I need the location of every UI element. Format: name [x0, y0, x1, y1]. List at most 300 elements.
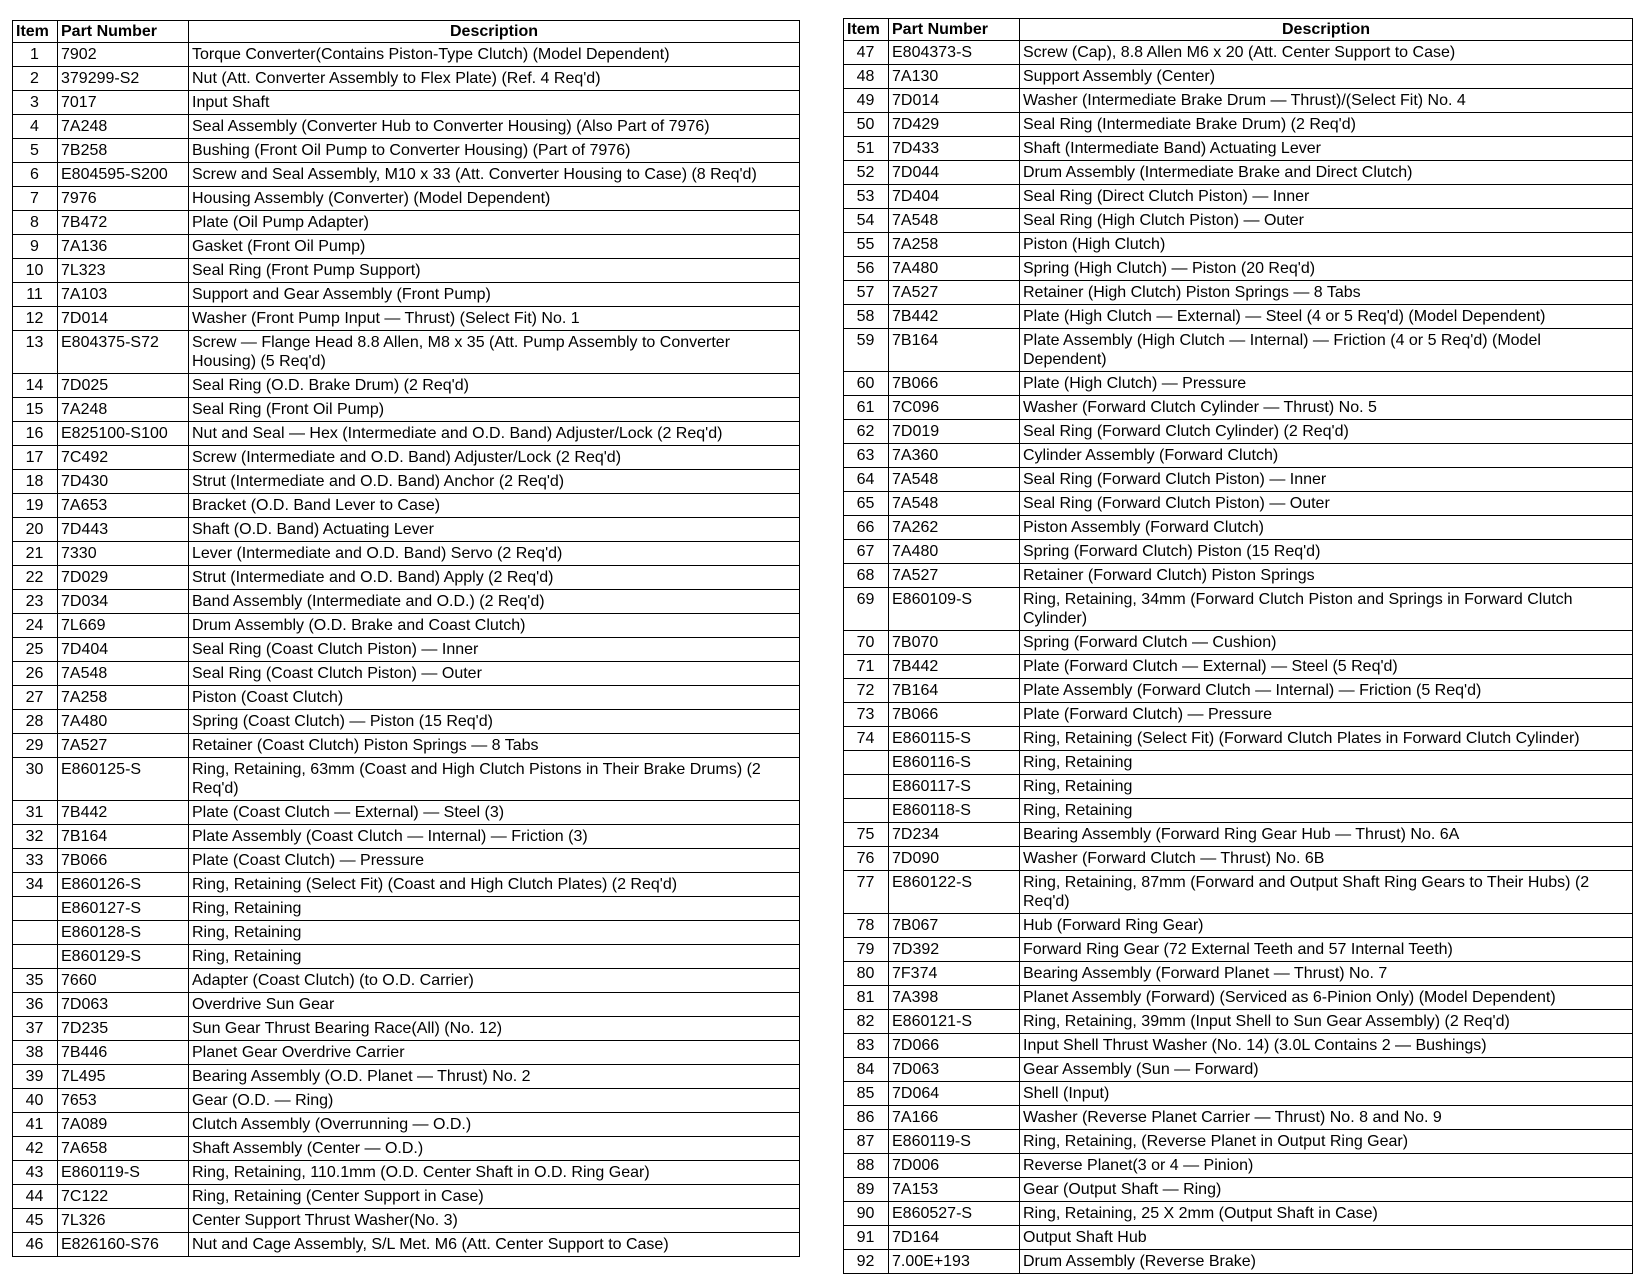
- description: Spring (High Clutch) — Piston (20 Req'd): [1020, 257, 1633, 281]
- part-number: E860127-S: [58, 897, 189, 921]
- table-row: [844, 986, 1633, 1010]
- part-number: E860125-S: [58, 758, 189, 801]
- description: Retainer (High Clutch) Piston Springs — 8 Tabs: [1020, 281, 1633, 305]
- description: Drum Assembly (O.D. Brake and Coast Clutch): [189, 614, 800, 638]
- part-number: 7A527: [889, 281, 1020, 305]
- item-number: 19: [13, 494, 58, 518]
- table-row: [13, 307, 800, 331]
- item-number: 51: [844, 137, 889, 161]
- part-number: 7L495: [58, 1065, 189, 1089]
- item-number: 8: [13, 211, 58, 235]
- part-number: 7D443: [58, 518, 189, 542]
- table-row: [844, 679, 1633, 703]
- item-number: 81: [844, 986, 889, 1010]
- description: Screw — Flange Head 8.8 Allen, M8 x 35 (Att. Pump Assembly to Converter Housing) (5 Req'd): [189, 331, 800, 374]
- description: Ring, Retaining (Center Support in Case): [189, 1185, 800, 1209]
- part-number: 7A527: [889, 564, 1020, 588]
- description: Ring, Retaining, 110.1mm (O.D. Center Shaft in O.D. Ring Gear): [189, 1161, 800, 1185]
- table-row: [844, 847, 1633, 871]
- item-number: 83: [844, 1034, 889, 1058]
- item-number: 38: [13, 1041, 58, 1065]
- description: Drum Assembly (Reverse Brake): [1020, 1250, 1633, 1274]
- table-row: [844, 329, 1633, 372]
- part-number: E860118-S: [889, 799, 1020, 823]
- item-number: 49: [844, 89, 889, 113]
- table-row: [13, 945, 800, 969]
- item-number: 91: [844, 1226, 889, 1250]
- part-number: 7D234: [889, 823, 1020, 847]
- description: Plate Assembly (Forward Clutch — Internal) — Friction (5 Req'd): [1020, 679, 1633, 703]
- table-row: [13, 921, 800, 945]
- header-item: Item: [13, 21, 58, 43]
- description: Plate Assembly (Coast Clutch — Internal) — Friction (3): [189, 825, 800, 849]
- description: Shell (Input): [1020, 1082, 1633, 1106]
- item-number: 16: [13, 422, 58, 446]
- part-number: 7017: [58, 91, 189, 115]
- table-row: [13, 1209, 800, 1233]
- part-number: 7B442: [889, 655, 1020, 679]
- description: Ring, Retaining, 63mm (Coast and High Clutch Pistons in Their Brake Drums) (2 Req'd): [189, 758, 800, 801]
- table-row: [844, 444, 1633, 468]
- table-row: [13, 518, 800, 542]
- part-number: E860119-S: [889, 1130, 1020, 1154]
- item-number: 60: [844, 372, 889, 396]
- item-number: 23: [13, 590, 58, 614]
- item-number: 66: [844, 516, 889, 540]
- part-number: 7A548: [58, 662, 189, 686]
- item-number: 57: [844, 281, 889, 305]
- table-row: [13, 1113, 800, 1137]
- table-row: [844, 185, 1633, 209]
- description: Shaft Assembly (Center — O.D.): [189, 1137, 800, 1161]
- description: Seal Ring (High Clutch Piston) — Outer: [1020, 209, 1633, 233]
- description: Output Shaft Hub: [1020, 1226, 1633, 1250]
- table-row: [13, 542, 800, 566]
- description: Lever (Intermediate and O.D. Band) Servo (2 Req'd): [189, 542, 800, 566]
- part-number: 7C122: [58, 1185, 189, 1209]
- parts-table-left: [12, 20, 800, 1257]
- description: Input Shell Thrust Washer (No. 14) (3.0L Contains 2 — Bushings): [1020, 1034, 1633, 1058]
- table-row: [844, 281, 1633, 305]
- item-number: 56: [844, 257, 889, 281]
- part-number: 7D006: [889, 1154, 1020, 1178]
- part-number: E804375-S72: [58, 331, 189, 374]
- item-number: 44: [13, 1185, 58, 1209]
- description: Retainer (Forward Clutch) Piston Springs: [1020, 564, 1633, 588]
- table-row: [844, 41, 1633, 65]
- table-row: [844, 492, 1633, 516]
- description: Reverse Planet(3 or 4 — Pinion): [1020, 1154, 1633, 1178]
- description: Plate Assembly (High Clutch — Internal) — Friction (4 or 5 Req'd) (Model Dependent): [1020, 329, 1633, 372]
- part-number: 379299-S2: [58, 67, 189, 91]
- table-row: [13, 1137, 800, 1161]
- part-number: 7D066: [889, 1034, 1020, 1058]
- part-number: 7D063: [58, 993, 189, 1017]
- part-number: 7L669: [58, 614, 189, 638]
- table-row: [844, 65, 1633, 89]
- table-row: [13, 734, 800, 758]
- part-number: 7976: [58, 187, 189, 211]
- part-number: 7A248: [58, 398, 189, 422]
- description: Screw (Cap), 8.8 Allen M6 x 20 (Att. Center Support to Case): [1020, 41, 1633, 65]
- table-row: [844, 799, 1633, 823]
- description: Spring (Forward Clutch) Piston (15 Req'd): [1020, 540, 1633, 564]
- item-number: 85: [844, 1082, 889, 1106]
- description: Ring, Retaining: [189, 945, 800, 969]
- item-number: 67: [844, 540, 889, 564]
- table-row: [844, 703, 1633, 727]
- table-row: [844, 775, 1633, 799]
- table-row: [13, 470, 800, 494]
- table-row: [13, 1161, 800, 1185]
- table-row: [844, 1178, 1633, 1202]
- part-number: 7A258: [58, 686, 189, 710]
- description: Piston (High Clutch): [1020, 233, 1633, 257]
- part-number: 7A153: [889, 1178, 1020, 1202]
- table-row: [13, 1041, 800, 1065]
- item-number: 84: [844, 1058, 889, 1082]
- item-number: 32: [13, 825, 58, 849]
- item-number: 30: [13, 758, 58, 801]
- part-number: 7A103: [58, 283, 189, 307]
- part-number: 7A658: [58, 1137, 189, 1161]
- table-row: [13, 163, 800, 187]
- table-row: [13, 115, 800, 139]
- part-number: 7A548: [889, 468, 1020, 492]
- table-row: [13, 758, 800, 801]
- part-number: 7902: [58, 43, 189, 67]
- item-number: 92: [844, 1250, 889, 1274]
- description: Support and Gear Assembly (Front Pump): [189, 283, 800, 307]
- item-number: 59: [844, 329, 889, 372]
- table-row: [13, 67, 800, 91]
- table-row: [844, 1082, 1633, 1106]
- part-number: E860116-S: [889, 751, 1020, 775]
- item-number: 41: [13, 1113, 58, 1137]
- part-number: 7D235: [58, 1017, 189, 1041]
- part-number: 7D044: [889, 161, 1020, 185]
- part-number: E804595-S200: [58, 163, 189, 187]
- table-row: [13, 235, 800, 259]
- part-number: 7A480: [889, 257, 1020, 281]
- description: Hub (Forward Ring Gear): [1020, 914, 1633, 938]
- item-number: 40: [13, 1089, 58, 1113]
- part-number: 7C492: [58, 446, 189, 470]
- description: Shaft (O.D. Band) Actuating Lever: [189, 518, 800, 542]
- part-number: E860129-S: [58, 945, 189, 969]
- item-number: 2: [13, 67, 58, 91]
- table-row: [13, 1089, 800, 1113]
- part-number: 7D025: [58, 374, 189, 398]
- item-number: 5: [13, 139, 58, 163]
- description: Center Support Thrust Washer(No. 3): [189, 1209, 800, 1233]
- table-row: [844, 233, 1633, 257]
- item-number: [844, 799, 889, 823]
- description: Ring, Retaining, 87mm (Forward and Output Shaft Ring Gears to Their Hubs) (2 Req'd): [1020, 871, 1633, 914]
- table-row: [13, 422, 800, 446]
- item-number: 52: [844, 161, 889, 185]
- item-number: 47: [844, 41, 889, 65]
- description: Bracket (O.D. Band Lever to Case): [189, 494, 800, 518]
- description: Ring, Retaining (Select Fit) (Forward Clutch Plates in Forward Clutch Cylinder): [1020, 727, 1633, 751]
- part-number: 7B164: [889, 329, 1020, 372]
- table-row: [13, 662, 800, 686]
- part-number: 7A548: [889, 492, 1020, 516]
- header-item: Item: [844, 19, 889, 41]
- part-number: E860122-S: [889, 871, 1020, 914]
- part-number: 7B164: [889, 679, 1020, 703]
- header-part-number: Part Number: [58, 21, 189, 43]
- table-row: [844, 823, 1633, 847]
- item-number: 77: [844, 871, 889, 914]
- description: Piston (Coast Clutch): [189, 686, 800, 710]
- description: Ring, Retaining (Select Fit) (Coast and High Clutch Plates) (2 Req'd): [189, 873, 800, 897]
- part-number: E825100-S100: [58, 422, 189, 446]
- part-number: E860117-S: [889, 775, 1020, 799]
- part-number: 7330: [58, 542, 189, 566]
- item-number: 10: [13, 259, 58, 283]
- description: Bearing Assembly (Forward Planet — Thrust) No. 7: [1020, 962, 1633, 986]
- item-number: 90: [844, 1202, 889, 1226]
- table-row: [844, 113, 1633, 137]
- description: Plate (Oil Pump Adapter): [189, 211, 800, 235]
- table-row: [844, 1226, 1633, 1250]
- table-row: [844, 420, 1633, 444]
- table-row: [13, 398, 800, 422]
- item-number: 26: [13, 662, 58, 686]
- table-row: [13, 825, 800, 849]
- description: Support Assembly (Center): [1020, 65, 1633, 89]
- part-number: 7D392: [889, 938, 1020, 962]
- part-number: 7660: [58, 969, 189, 993]
- item-number: 12: [13, 307, 58, 331]
- part-number: 7A480: [889, 540, 1020, 564]
- table-row: [844, 372, 1633, 396]
- part-number: E804373-S: [889, 41, 1020, 65]
- table-row: [844, 516, 1633, 540]
- item-number: 78: [844, 914, 889, 938]
- item-number: 48: [844, 65, 889, 89]
- description: Ring, Retaining: [1020, 799, 1633, 823]
- item-number: 35: [13, 969, 58, 993]
- item-number: 27: [13, 686, 58, 710]
- item-number: 55: [844, 233, 889, 257]
- description: Nut and Cage Assembly, S/L Met. M6 (Att. Center Support to Case): [189, 1233, 800, 1257]
- item-number: 13: [13, 331, 58, 374]
- table-row: [13, 873, 800, 897]
- header-row: [13, 21, 800, 43]
- parts-table-right: [843, 18, 1633, 1274]
- part-number: 7D064: [889, 1082, 1020, 1106]
- header-description: Description: [189, 21, 800, 43]
- part-number: 7B472: [58, 211, 189, 235]
- item-number: 65: [844, 492, 889, 516]
- item-number: 45: [13, 1209, 58, 1233]
- item-number: 75: [844, 823, 889, 847]
- description: Seal Ring (Front Pump Support): [189, 259, 800, 283]
- description: Torque Converter(Contains Piston-Type Clutch) (Model Dependent): [189, 43, 800, 67]
- description: Plate (Coast Clutch — External) — Steel (3): [189, 801, 800, 825]
- item-number: 9: [13, 235, 58, 259]
- item-number: 70: [844, 631, 889, 655]
- table-row: [844, 468, 1633, 492]
- table-row: [844, 1034, 1633, 1058]
- item-number: 50: [844, 113, 889, 137]
- description: Bushing (Front Oil Pump to Converter Housing) (Part of 7976): [189, 139, 800, 163]
- item-number: 72: [844, 679, 889, 703]
- table-row: [13, 614, 800, 638]
- description: Plate (High Clutch — External) — Steel (4 or 5 Req'd) (Model Dependent): [1020, 305, 1633, 329]
- description: Screw and Seal Assembly, M10 x 33 (Att. Converter Housing to Case) (8 Req'd): [189, 163, 800, 187]
- description: Ring, Retaining, 25 X 2mm (Output Shaft in Case): [1020, 1202, 1633, 1226]
- part-number: 7B067: [889, 914, 1020, 938]
- part-number: 7D034: [58, 590, 189, 614]
- table-row: [13, 283, 800, 307]
- table-row: [844, 588, 1633, 631]
- item-number: 11: [13, 283, 58, 307]
- item-number: 61: [844, 396, 889, 420]
- description: Strut (Intermediate and O.D. Band) Apply (2 Req'd): [189, 566, 800, 590]
- table-row: [844, 161, 1633, 185]
- description: Sun Gear Thrust Bearing Race(All) (No. 12): [189, 1017, 800, 1041]
- item-number: 80: [844, 962, 889, 986]
- part-number: 7D063: [889, 1058, 1020, 1082]
- table-row: [13, 710, 800, 734]
- description: Washer (Front Pump Input — Thrust) (Select Fit) No. 1: [189, 307, 800, 331]
- item-number: 71: [844, 655, 889, 679]
- part-number: 7D014: [58, 307, 189, 331]
- description: Gasket (Front Oil Pump): [189, 235, 800, 259]
- description: Retainer (Coast Clutch) Piston Springs — 8 Tabs: [189, 734, 800, 758]
- table-row: [13, 897, 800, 921]
- table-row: [13, 259, 800, 283]
- item-number: 24: [13, 614, 58, 638]
- item-number: 25: [13, 638, 58, 662]
- item-number: 36: [13, 993, 58, 1017]
- description: Seal Ring (Front Oil Pump): [189, 398, 800, 422]
- table-row: [844, 914, 1633, 938]
- item-number: [844, 751, 889, 775]
- part-number: 7B066: [889, 372, 1020, 396]
- header-row: [844, 19, 1633, 41]
- item-number: 86: [844, 1106, 889, 1130]
- item-number: 58: [844, 305, 889, 329]
- part-number: 7C096: [889, 396, 1020, 420]
- part-number: 7A130: [889, 65, 1020, 89]
- table-row: [844, 396, 1633, 420]
- part-number: 7B164: [58, 825, 189, 849]
- item-number: 17: [13, 446, 58, 470]
- part-number: 7A089: [58, 1113, 189, 1137]
- table-row: [844, 564, 1633, 588]
- table-row: [844, 209, 1633, 233]
- part-number: 7B442: [889, 305, 1020, 329]
- description: Plate (Forward Clutch — External) — Steel (5 Req'd): [1020, 655, 1633, 679]
- table-row: [13, 139, 800, 163]
- item-number: 29: [13, 734, 58, 758]
- table-row: [13, 91, 800, 115]
- description: Plate (Forward Clutch) — Pressure: [1020, 703, 1633, 727]
- description: Washer (Reverse Planet Carrier — Thrust) No. 8 and No. 9: [1020, 1106, 1633, 1130]
- description: Spring (Coast Clutch) — Piston (15 Req'd): [189, 710, 800, 734]
- part-number: 7B258: [58, 139, 189, 163]
- table-row: [13, 187, 800, 211]
- item-number: 7: [13, 187, 58, 211]
- description: Seal Ring (Coast Clutch Piston) — Outer: [189, 662, 800, 686]
- description: Shaft (Intermediate Band) Actuating Lever: [1020, 137, 1633, 161]
- description: Planet Assembly (Forward) (Serviced as 6-Pinion Only) (Model Dependent): [1020, 986, 1633, 1010]
- table-row: [844, 655, 1633, 679]
- part-number: 7D430: [58, 470, 189, 494]
- item-number: 6: [13, 163, 58, 187]
- description: Ring, Retaining: [1020, 775, 1633, 799]
- description: Seal Ring (Intermediate Brake Drum) (2 Req'd): [1020, 113, 1633, 137]
- table-row: [13, 43, 800, 67]
- item-number: 28: [13, 710, 58, 734]
- table-row: [844, 962, 1633, 986]
- item-number: 20: [13, 518, 58, 542]
- part-number: 7D429: [889, 113, 1020, 137]
- table-row: [844, 137, 1633, 161]
- description: Seal Ring (Coast Clutch Piston) — Inner: [189, 638, 800, 662]
- table-row: [13, 566, 800, 590]
- item-number: 69: [844, 588, 889, 631]
- item-number: 79: [844, 938, 889, 962]
- item-number: 42: [13, 1137, 58, 1161]
- table-row: [13, 1185, 800, 1209]
- description: Spring (Forward Clutch — Cushion): [1020, 631, 1633, 655]
- description: Seal Ring (Direct Clutch Piston) — Inner: [1020, 185, 1633, 209]
- part-number: 7A262: [889, 516, 1020, 540]
- item-number: 21: [13, 542, 58, 566]
- part-number: 7D164: [889, 1226, 1020, 1250]
- description: Bearing Assembly (Forward Ring Gear Hub — Thrust) No. 6A: [1020, 823, 1633, 847]
- item-number: [13, 921, 58, 945]
- item-number: 63: [844, 444, 889, 468]
- part-number: 7A480: [58, 710, 189, 734]
- item-number: 46: [13, 1233, 58, 1257]
- part-number: 7A248: [58, 115, 189, 139]
- part-number: 7B442: [58, 801, 189, 825]
- part-number: E860109-S: [889, 588, 1020, 631]
- item-number: 3: [13, 91, 58, 115]
- item-number: 33: [13, 849, 58, 873]
- item-number: [13, 897, 58, 921]
- item-number: 87: [844, 1130, 889, 1154]
- part-number: 7D433: [889, 137, 1020, 161]
- item-number: 74: [844, 727, 889, 751]
- description: Cylinder Assembly (Forward Clutch): [1020, 444, 1633, 468]
- part-number: 7653: [58, 1089, 189, 1113]
- part-number: 7L326: [58, 1209, 189, 1233]
- description: Washer (Intermediate Brake Drum — Thrust)/(Select Fit) No. 4: [1020, 89, 1633, 113]
- part-number: E860128-S: [58, 921, 189, 945]
- description: Seal Assembly (Converter Hub to Converter Housing) (Also Part of 7976): [189, 115, 800, 139]
- part-number: 7D019: [889, 420, 1020, 444]
- table-row: [13, 993, 800, 1017]
- item-number: 4: [13, 115, 58, 139]
- table-row: [13, 1233, 800, 1257]
- table-row: [13, 446, 800, 470]
- description: Ring, Retaining: [189, 897, 800, 921]
- item-number: 15: [13, 398, 58, 422]
- part-number: E826160-S76: [58, 1233, 189, 1257]
- item-number: 88: [844, 1154, 889, 1178]
- description: Seal Ring (O.D. Brake Drum) (2 Req'd): [189, 374, 800, 398]
- part-number: 7B066: [58, 849, 189, 873]
- table-row: [13, 374, 800, 398]
- part-number: 7B070: [889, 631, 1020, 655]
